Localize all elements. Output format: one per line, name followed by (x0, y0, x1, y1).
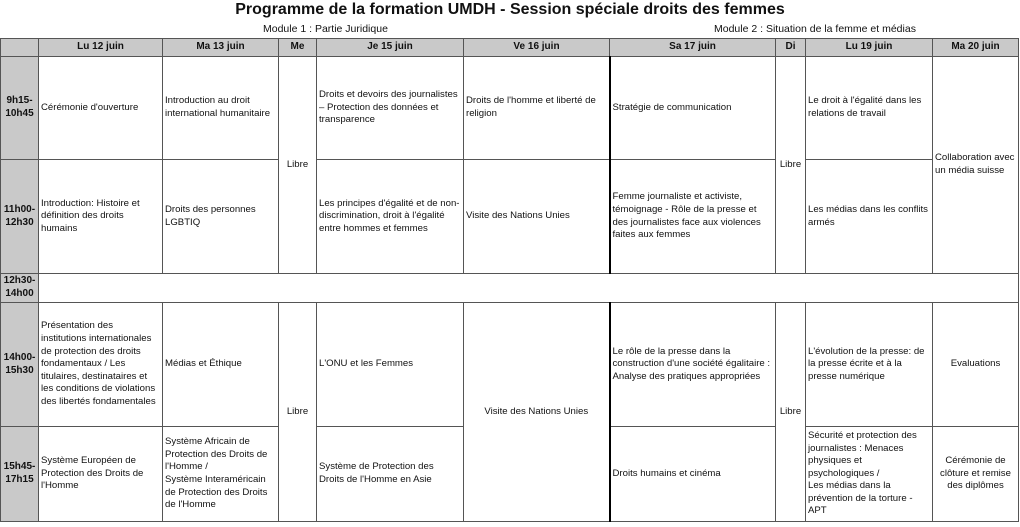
free-day-cell: Libre (279, 57, 317, 274)
lunch-break-cell (39, 274, 1019, 303)
session-cell: Stratégie de communication (610, 57, 776, 160)
page-title: Programme de la formation UMDH - Session spéciale droits des femmes (235, 1, 785, 18)
header-ma-13: Ma 13 juin (163, 39, 279, 57)
session-cell: Evaluations (933, 303, 1019, 427)
time-slot: 11h00- 12h30 (1, 160, 39, 274)
module-2-label: Module 2 : Situation de la femme et médias (714, 23, 916, 35)
session-cell: Sécurité et protection des journalistes : Menaces physiques et psychologiques / Les médias dans la prévention de la torture - APT (806, 427, 933, 522)
session-cell: Le droit à l'égalité dans les relations de travail (806, 57, 933, 160)
table-row (1, 303, 1019, 427)
header-me: Me (279, 39, 317, 57)
session-cell: Introduction au droit international humanitaire (163, 57, 279, 160)
session-cell: L'évolution de la presse: de la presse écrite et à la presse numérique (806, 303, 933, 427)
session-cell: Les principes d'égalité et de non-discrimination, droit à l'égalité entre hommes et femmes (317, 160, 464, 274)
session-cell: Médias et Éthique (163, 303, 279, 427)
header-row (1, 39, 1019, 57)
schedule-table (0, 38, 1019, 522)
session-cell: Système de Protection des Droits de l'Homme en Asie (317, 427, 464, 522)
module-1-label: Module 1 : Partie Juridique (263, 23, 388, 35)
table-row (1, 160, 1019, 274)
header-ma-20: Ma 20 juin (933, 39, 1019, 57)
free-day-cell: Libre (776, 303, 806, 522)
session-cell: Droits de l'homme et liberté de religion (464, 57, 610, 160)
session-cell: Cérémonie d'ouverture (39, 57, 163, 160)
header-lu-12: Lu 12 juin (39, 39, 163, 57)
session-cell: Système Africain de Protection des Droits de l'Homme / Système Interaméricain de Protection des Droits de l'Homme (163, 427, 279, 522)
session-cell: Les médias dans les conflits armés (806, 160, 933, 274)
header-sa-17: Sa 17 juin (610, 39, 776, 57)
session-cell: Collaboration avec un média suisse (933, 57, 1019, 274)
header-ve-16: Ve 16 juin (464, 39, 610, 57)
session-cell: L'ONU et les Femmes (317, 303, 464, 427)
header-lu-19: Lu 19 juin (806, 39, 933, 57)
session-cell: Cérémonie de clôture et remise des diplômes (933, 427, 1019, 522)
session-cell: Introduction: Histoire et définition des droits humains (39, 160, 163, 274)
session-cell: Droits des personnes LGBTIQ (163, 160, 279, 274)
time-slot: 12h30- 14h00 (1, 274, 39, 303)
time-slot: 9h15- 10h45 (1, 57, 39, 160)
header-di: Di (776, 39, 806, 57)
session-cell: Droits humains et cinéma (610, 427, 776, 522)
table-row (1, 274, 1019, 303)
free-day-cell: Libre (279, 303, 317, 522)
time-slot: 14h00- 15h30 (1, 303, 39, 427)
session-cell: Le rôle de la presse dans la construction d'une société égalitaire : Analyse des pratiques appropriées (610, 303, 776, 427)
header-je-15: Je 15 juin (317, 39, 464, 57)
session-cell: Visite des Nations Unies (464, 160, 610, 274)
table-row (1, 57, 1019, 160)
session-cell: Visite des Nations Unies (464, 303, 610, 522)
header-corner (1, 39, 39, 57)
session-cell: Femme journaliste et activiste, témoignage - Rôle de la presse et des journalistes face aux violences faites aux femmes (610, 160, 776, 274)
session-cell: Présentation des institutions internationales de protection des droits fondamentaux / Les titulaires, destinataires et les conditions de violations des libertés fondamentales (39, 303, 163, 427)
time-slot: 15h45- 17h15 (1, 427, 39, 522)
free-day-cell: Libre (776, 57, 806, 274)
session-cell: Droits et devoirs des journalistes – Protection des données et transparence (317, 57, 464, 160)
session-cell: Système Européen de Protection des Droits de l'Homme (39, 427, 163, 522)
